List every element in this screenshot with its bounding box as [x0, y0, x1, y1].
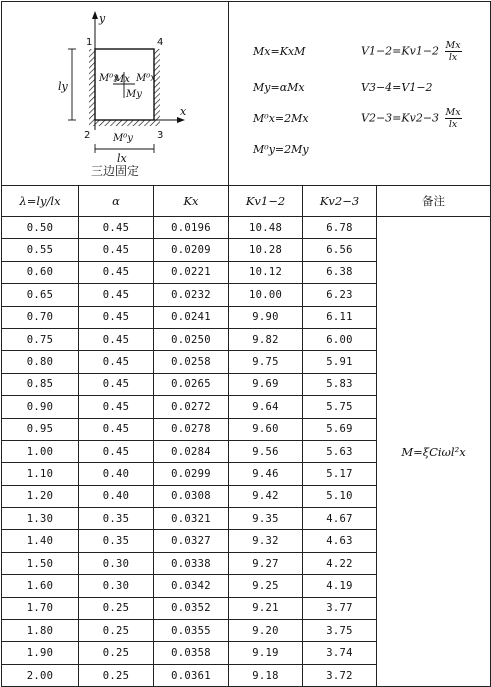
formula-v12-lhs: V1−2=Kv1−2 [361, 44, 440, 58]
table-cell: 9.19 [229, 642, 303, 664]
table-cell: 0.0342 [154, 575, 229, 597]
header-kv12: Kv1−2 [229, 186, 303, 217]
formula-v23 [361, 107, 462, 130]
table-cell: 1.90 [2, 642, 79, 664]
table-cell: 0.45 [79, 284, 154, 306]
table-cell: 6.78 [303, 217, 377, 239]
header-lambda: λ=ly/lx [2, 186, 79, 217]
table-cell: 6.00 [303, 328, 377, 350]
table-cell: 5.69 [303, 418, 377, 440]
table-cell: 0.0361 [154, 664, 229, 686]
table-cell: 6.23 [303, 284, 377, 306]
table-cell: 10.00 [229, 284, 303, 306]
label-moment-x: Mx [114, 74, 130, 85]
table-cell: 10.48 [229, 217, 303, 239]
table-cell: 1.00 [2, 440, 79, 462]
table-cell: 1.50 [2, 552, 79, 574]
table-cell: 5.17 [303, 463, 377, 485]
table-cell: 1.70 [2, 597, 79, 619]
table-header-row [2, 186, 491, 217]
label-edge-moment-bottom: M⁰y [113, 133, 133, 144]
table-cell: 4.19 [303, 575, 377, 597]
table-cell: 5.75 [303, 396, 377, 418]
table-cell: 0.0352 [154, 597, 229, 619]
formula-v34: V3−4=V1−2 [361, 81, 433, 94]
table-cell: 6.11 [303, 306, 377, 328]
formula-v12-fraction [445, 40, 462, 63]
table-cell: 9.25 [229, 575, 303, 597]
table-cell: 1.40 [2, 530, 79, 552]
table-cell: 3.77 [303, 597, 377, 619]
label-edge-moment-right: M⁰x [136, 73, 156, 84]
formula-v23-lhs: V2−3=Kv2−3 [361, 111, 440, 125]
table-cell: 9.90 [229, 306, 303, 328]
table-cell: 4.63 [303, 530, 377, 552]
table-cell: 0.0258 [154, 351, 229, 373]
table-cell: 9.21 [229, 597, 303, 619]
table-cell: 0.80 [2, 351, 79, 373]
table-cell: 0.0221 [154, 261, 229, 283]
table-cell: 3.72 [303, 664, 377, 686]
label-dim-lx: lx [117, 152, 127, 165]
table-cell: 0.0272 [154, 396, 229, 418]
table-cell: 9.56 [229, 440, 303, 462]
table-cell: 0.0321 [154, 508, 229, 530]
header-alpha: α [79, 186, 154, 217]
table-cell: 0.40 [79, 463, 154, 485]
table-cell: 0.0241 [154, 306, 229, 328]
corner-label-3: 3 [157, 130, 164, 141]
table-cell: 5.63 [303, 440, 377, 462]
formula-mx: Mx=KxM [253, 45, 306, 58]
table-cell: 0.45 [79, 306, 154, 328]
table-cell: 0.0278 [154, 418, 229, 440]
table-cell: 0.0265 [154, 373, 229, 395]
table-cell: 0.45 [79, 328, 154, 350]
table-cell: 10.12 [229, 261, 303, 283]
table-cell: 3.74 [303, 642, 377, 664]
table-cell: 9.64 [229, 396, 303, 418]
corner-label-1: 1 [86, 37, 93, 48]
label-moment-y: My [126, 89, 142, 100]
axis-label-y: y [99, 12, 106, 25]
table-cell: 0.45 [79, 217, 154, 239]
table-cell: 4.67 [303, 508, 377, 530]
fixed-edge-right [154, 49, 160, 120]
table-cell: 0.30 [79, 575, 154, 597]
table-cell: 0.55 [2, 239, 79, 261]
table-cell: 0.85 [2, 373, 79, 395]
table-cell: 0.0327 [154, 530, 229, 552]
plate-diagram [2, 2, 228, 185]
formula-my: My=αMx [253, 81, 305, 94]
table-cell: 0.0308 [154, 485, 229, 507]
table-cell: 0.45 [79, 440, 154, 462]
table-cell: 0.45 [79, 261, 154, 283]
formula-mx0: M⁰x=2Mx [253, 112, 309, 125]
table-cell: 3.75 [303, 620, 377, 642]
header-note: 备注 [377, 186, 491, 217]
table-cell: 0.50 [2, 217, 79, 239]
table-cell: 1.80 [2, 620, 79, 642]
table-cell: 0.0284 [154, 440, 229, 462]
table-cell: 4.22 [303, 552, 377, 574]
table-cell: 0.30 [79, 552, 154, 574]
table-cell: 0.90 [2, 396, 79, 418]
table-cell: 9.82 [229, 328, 303, 350]
table-cell: 5.91 [303, 351, 377, 373]
table-cell: 0.0299 [154, 463, 229, 485]
table-cell: 0.25 [79, 620, 154, 642]
fixed-edge-bottom [89, 120, 160, 126]
table-cell: 0.45 [79, 396, 154, 418]
header-kx: Kx [154, 186, 229, 217]
coefficient-table [1, 1, 491, 687]
table-cell: 0.0338 [154, 552, 229, 574]
header-kv23: Kv2−3 [303, 186, 377, 217]
corner-label-2: 2 [84, 130, 91, 141]
table-cell: 1.60 [2, 575, 79, 597]
table-cell: 9.75 [229, 351, 303, 373]
table-cell: 0.35 [79, 508, 154, 530]
table-cell: 9.60 [229, 418, 303, 440]
table-row [2, 217, 491, 239]
formula-v12-den: lx [448, 52, 458, 63]
table-cell: 9.18 [229, 664, 303, 686]
table-cell: 6.56 [303, 239, 377, 261]
table-cell: 9.27 [229, 552, 303, 574]
corner-label-4: 4 [157, 37, 164, 48]
table-cell: 1.30 [2, 508, 79, 530]
table-cell: 0.0355 [154, 620, 229, 642]
table-cell: 0.0250 [154, 328, 229, 350]
table-cell: 9.35 [229, 508, 303, 530]
table-cell: 0.35 [79, 530, 154, 552]
table-cell: 0.45 [79, 373, 154, 395]
table-cell: 9.46 [229, 463, 303, 485]
table-cell: 1.20 [2, 485, 79, 507]
table-cell: 0.0196 [154, 217, 229, 239]
table-cell: 0.65 [2, 284, 79, 306]
table-cell: 0.0209 [154, 239, 229, 261]
label-edge-moment-left: M⁰x [99, 73, 119, 84]
formula-v12-num: Mx [445, 40, 461, 51]
table-cell: 6.38 [303, 261, 377, 283]
table-cell: 0.40 [79, 485, 154, 507]
label-dim-ly: ly [58, 80, 68, 93]
formula-cell [229, 2, 491, 186]
formula-v12 [361, 40, 462, 63]
table-cell: 0.95 [2, 418, 79, 440]
table-cell: 9.32 [229, 530, 303, 552]
table-cell: 1.10 [2, 463, 79, 485]
table-cell: 0.25 [79, 597, 154, 619]
table-cell: 0.0232 [154, 284, 229, 306]
y-axis-arrow-icon [92, 11, 98, 19]
diagram-caption: 三边固定 [91, 164, 140, 178]
table-cell: 0.45 [79, 418, 154, 440]
table-cell: 0.45 [79, 351, 154, 373]
table-cell: 5.10 [303, 485, 377, 507]
diagram-cell [2, 2, 229, 186]
table-cell: 0.0358 [154, 642, 229, 664]
table-cell: 0.25 [79, 642, 154, 664]
table-cell: 9.20 [229, 620, 303, 642]
table-cell: 0.25 [79, 664, 154, 686]
table-cell: 0.75 [2, 328, 79, 350]
table-cell: 0.70 [2, 306, 79, 328]
table-cell: 9.69 [229, 373, 303, 395]
axis-label-x: x [180, 105, 187, 118]
fixed-edge-left [89, 49, 95, 120]
table-cell: 9.42 [229, 485, 303, 507]
formula-v23-fraction [445, 107, 462, 130]
table-cell: 2.00 [2, 664, 79, 686]
table-cell: 5.83 [303, 373, 377, 395]
formula-v23-den: lx [448, 119, 458, 130]
table-cell: 10.28 [229, 239, 303, 261]
table-cell: 0.60 [2, 261, 79, 283]
formula-v23-num: Mx [445, 107, 461, 118]
table-cell: 0.45 [79, 239, 154, 261]
note-cell: M=ξCiωl²x [377, 217, 491, 687]
formula-my0: M⁰y=2My [253, 143, 309, 156]
